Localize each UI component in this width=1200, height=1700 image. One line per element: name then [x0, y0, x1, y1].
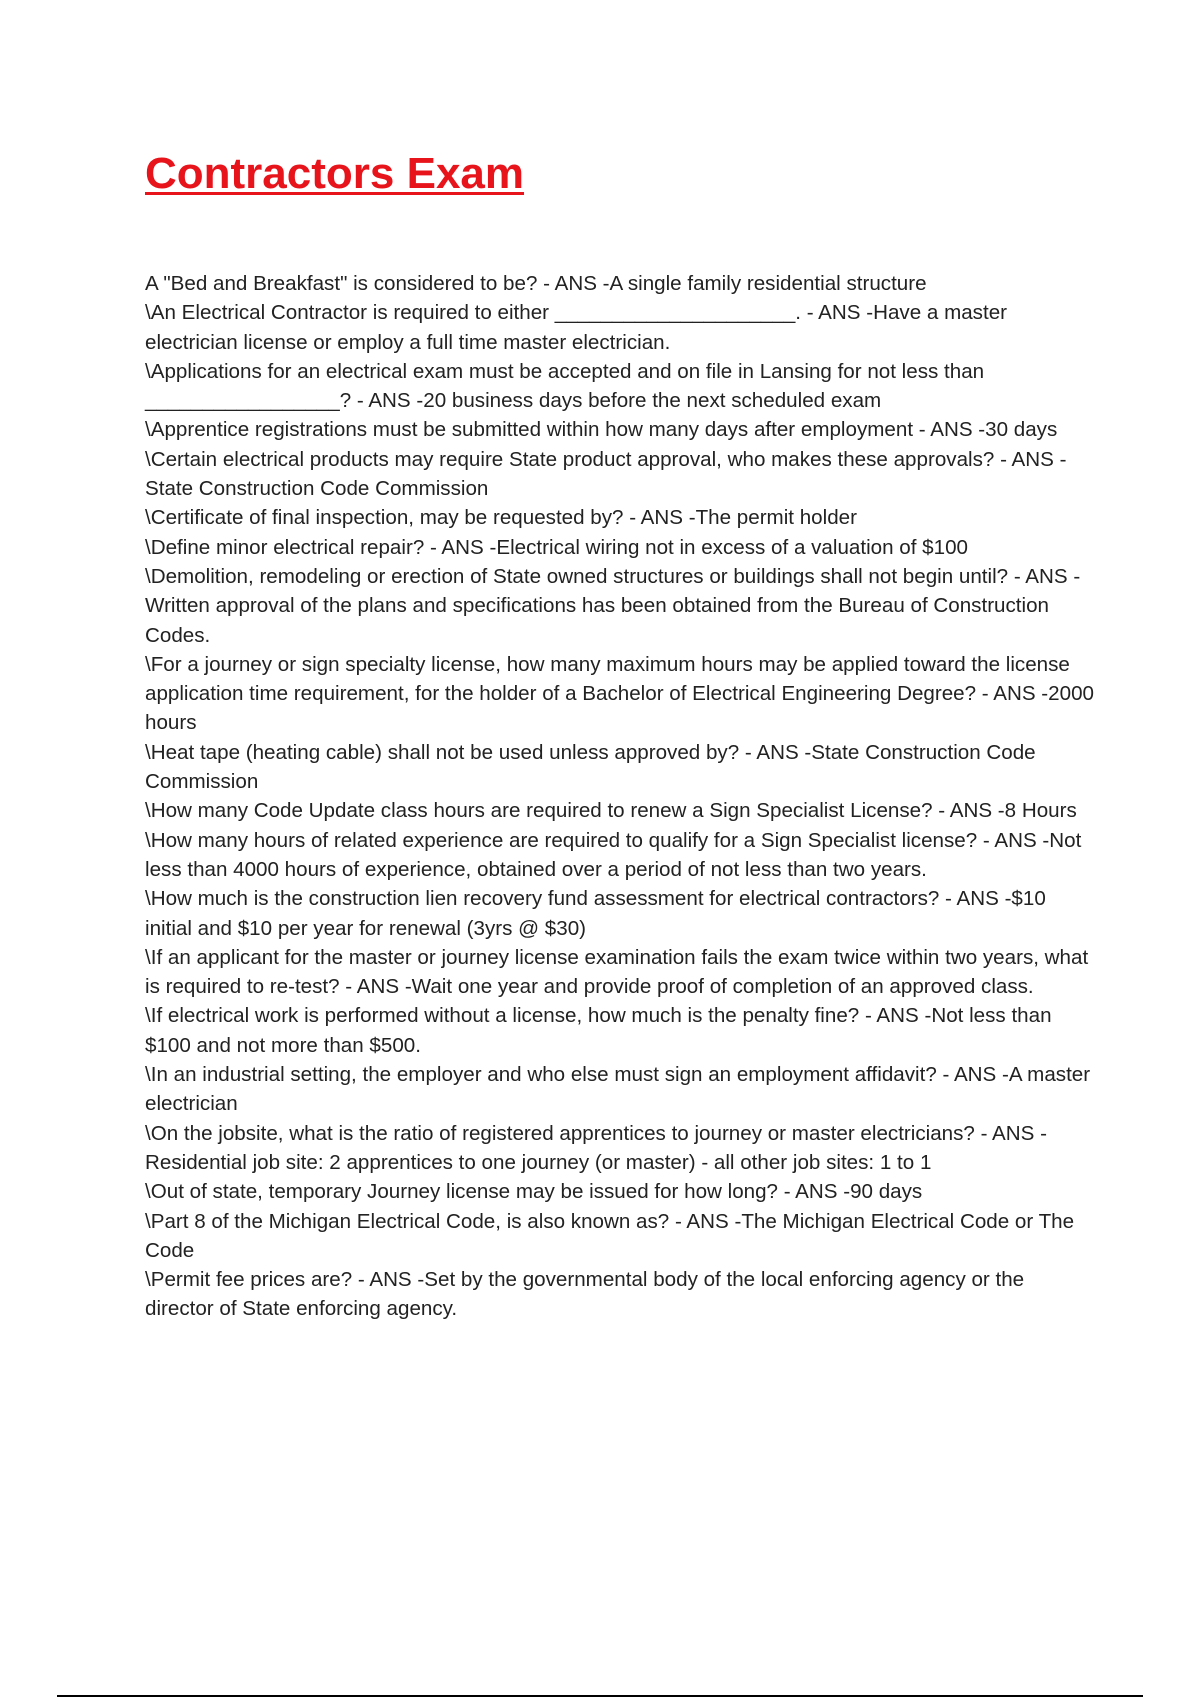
qa-item: \How many Code Update class hours are required to renew a Sign Specialist License? - ANS -8 Hours: [145, 799, 1077, 823]
qa-item: \Define minor electrical repair? - ANS -Electrical wiring not in excess of a valuation of $100: [145, 535, 968, 559]
qa-item: \Certificate of final inspection, may be requested by? - ANS -The permit holder: [145, 506, 857, 530]
qa-item: \Applications for an electrical exam must be accepted and on file in Lansing for not less than _________________? - ANS -20 business days before the next scheduled exam: [145, 359, 985, 413]
qa-item: \Permit fee prices are? - ANS -Set by the governmental body of the local enforcing agency or the director of State enforcing agency.: [145, 1268, 1025, 1321]
qa-item: \If electrical work is performed without a license, how much is the penalty fine? - ANS -Not less than $100 and not more than $500.: [145, 1004, 1052, 1057]
qa-item: \An Electrical Contractor is required to either _____________________. - ANS -Have a master electrician license or employ a full time master electrician.: [145, 301, 1008, 354]
qa-item: \Part 8 of the Michigan Electrical Code, is also known as? - ANS -The Michigan Electrical Code or The Code: [145, 1209, 1075, 1262]
qa-item: \Certain electrical products may require State product approval, who makes these approvals? - ANS -State Construction Code Commission: [145, 447, 1067, 501]
qa-item: \If an applicant for the master or journey license examination fails the exam twice within two years, what is required to re-test? - ANS -Wait one year and provide proof of completion of an approved class.: [145, 945, 1089, 999]
qa-list: [145, 269, 1095, 1324]
qa-item: \Apprentice registrations must be submitted within how many days after employment - ANS -30 days: [145, 418, 1058, 442]
qa-item: \How many hours of related experience are required to qualify for a Sign Specialist license? - ANS -Not less than 4000 hours of experience, obtained over a period of not less than two years.: [145, 828, 1082, 881]
qa-item: A "Bed and Breakfast" is considered to be? - ANS -A single family residential structure: [145, 272, 927, 295]
footer-divider: [57, 1695, 1143, 1697]
qa-item: \In an industrial setting, the employer and who else must sign an employment affidavit? - ANS -A master electrician: [145, 1063, 1091, 1116]
qa-item: \Heat tape (heating cable) shall not be used unless approved by? - ANS -State Construction Code Commission: [145, 740, 1036, 794]
qa-item: \How much is the construction lien recovery fund assessment for electrical contractors? - ANS -$10 initial and $10 per year for renewal (3yrs @ $30): [145, 887, 1046, 940]
qa-item: \Demolition, remodeling or erection of State owned structures or buildings shall not begin until? - ANS -Written approval of the plans and specifications has been obtained from the Bureau of Construction Codes.: [145, 564, 1081, 647]
page-title: Contractors Exam: [145, 149, 525, 198]
qa-item: \Out of state, temporary Journey license may be issued for how long? - ANS -90 days: [145, 1180, 923, 1204]
qa-item: \On the jobsite, what is the ratio of registered apprentices to journey or master electricians? - ANS -Residential job site: 2 apprentices to one journey (or master) - all other job sites: 1 to 1: [145, 1121, 1047, 1174]
qa-item: \For a journey or sign specialty license, how many maximum hours may be applied toward the license application time requirement, for the holder of a Bachelor of Electrical Engineering Degree? - ANS -2000 hours: [145, 652, 1094, 735]
